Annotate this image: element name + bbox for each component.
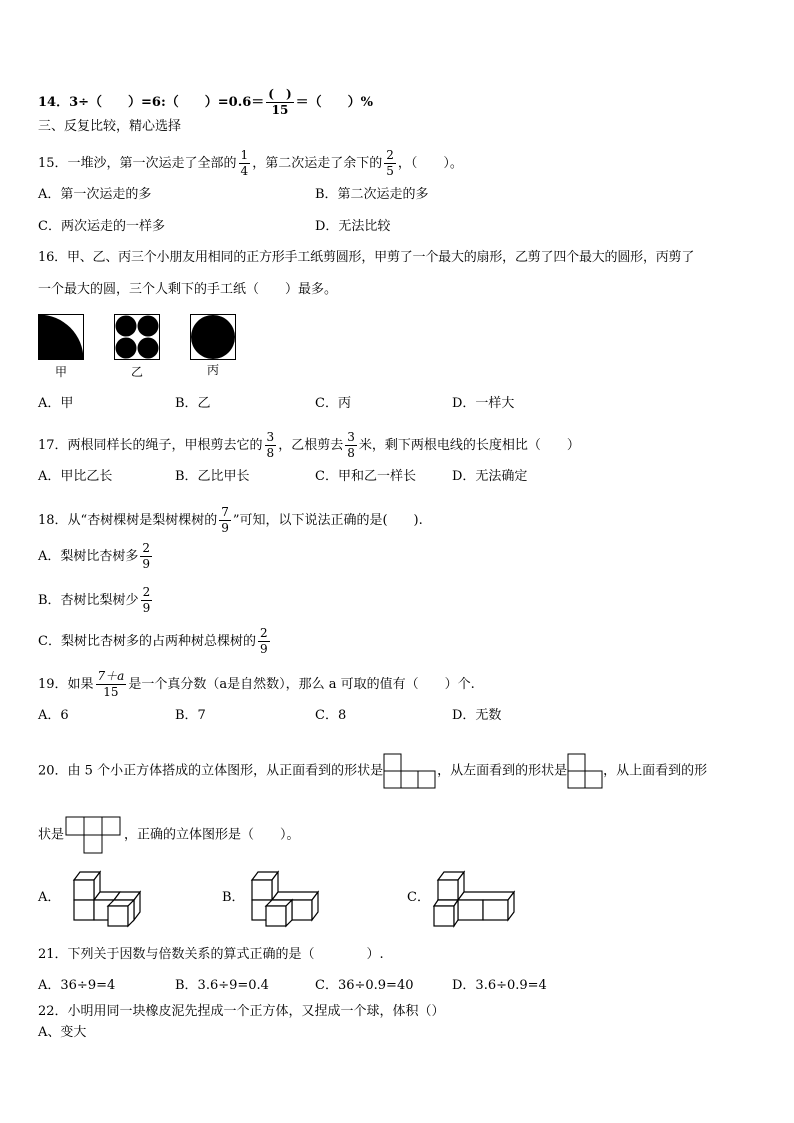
q19-question: 19．如果 $\frac{7+a}{15}$ 是一个真分数（a是自然数），那么 a 可取的值有（ ）个.: [38, 669, 475, 699]
q21-option-d[interactable]: D．3.6÷0.9=4: [452, 978, 547, 993]
q16-option-d[interactable]: D．一样大: [452, 396, 515, 411]
figure-yi-four-circles: [114, 314, 160, 360]
q16-option-b[interactable]: B．乙: [175, 396, 211, 411]
top-view-grid-icon: [64, 816, 124, 854]
q18-option-c[interactable]: C．梨树比杏树多的占两种树总棵树的 $\frac{2}{9}$: [38, 626, 268, 656]
q16-line-1: 16．甲、乙、丙三个小朋友用相同的正方形手工纸剪圆形，甲剪了一个最大的扇形，乙剪了四个最大的圆形，丙剪了: [38, 250, 695, 265]
q15-question: 15．一堆沙，第一次运走了全部的 $\frac{1}{4}$ ，第二次运走了余下的 $\frac{2}{5}$ ，（ ）。: [38, 148, 463, 178]
caption-bing: 丙: [207, 363, 220, 377]
section-title: 三、反复比较，精心选择: [38, 119, 182, 134]
q15-fraction-2: $\frac{2}{5}$: [386, 148, 394, 178]
q19-option-b[interactable]: B．7: [175, 708, 206, 723]
q17-fraction-2: $\frac{3}{8}$: [347, 430, 355, 460]
q18-question: 18．从“杏树棵树是梨树棵树的 $\frac{7}{9}$ ”可知，以下说法正确的是( ).: [38, 505, 423, 535]
q20-line-1: 20．由 5 个小正方体搭成的立体图形，从正面看到的形状是 ，从左面看到的形状是 ，从上面看到的形: [38, 753, 707, 789]
q18-option-b[interactable]: B．杏树比梨树少 $\frac{2}{9}$: [38, 585, 151, 615]
q19-option-a[interactable]: A．6: [38, 708, 69, 723]
q19-fraction: $\frac{7+a}{15}$: [97, 669, 125, 699]
q15-option-b[interactable]: B．第二次运走的多: [315, 187, 429, 202]
q21-option-a[interactable]: A．36÷9=4: [38, 978, 116, 993]
caption-yi: 乙: [131, 365, 144, 379]
caption-jia: 甲: [55, 365, 68, 379]
q14-line: 14．3÷（ ）=6:（ ）=0.6＝ $\frac{( )}{15}$ ＝（ ）%: [38, 87, 373, 117]
cube-figure-c[interactable]: [432, 866, 518, 928]
left-view-grid-icon: [567, 753, 603, 789]
q20-option-a[interactable]: A．: [38, 890, 61, 905]
front-view-grid-icon: [383, 753, 437, 789]
q18-option-a[interactable]: A．梨树比杏树多 $\frac{2}{9}$: [38, 541, 151, 571]
q21-option-c[interactable]: C．36÷0.9=40: [315, 978, 414, 993]
q15-option-d[interactable]: D．无法比较: [315, 219, 391, 234]
q21-question: 21．下列关于因数与倍数关系的算式正确的是（ ）.: [38, 947, 384, 962]
q16-line-2: 一个最大的圆，三个人剩下的手工纸（ ）最多。: [38, 282, 338, 297]
q20-line-2: 状是 ，正确的立体图形是（ ）。: [38, 816, 300, 854]
q15-option-c[interactable]: C．两次运走的一样多: [38, 219, 165, 234]
q18-fraction: $\frac{7}{9}$: [221, 505, 229, 535]
q22-question: 22．小明用同一块橡皮泥先捏成一个正方体，又捏成一个球，体积（）: [38, 1004, 445, 1019]
q22-option-a[interactable]: A、变大: [38, 1025, 87, 1040]
q19-option-c[interactable]: C．8: [315, 708, 347, 723]
q20-option-b[interactable]: B．: [222, 890, 245, 905]
q14-fraction: $\frac{( )}{15}$: [268, 87, 292, 117]
q18-option-c-fraction: $\frac{2}{9}$: [259, 626, 268, 656]
q17-option-c[interactable]: C．甲和乙一样长: [315, 469, 416, 484]
q17-option-a[interactable]: A．甲比乙长: [38, 469, 113, 484]
figure-bing-circle: [190, 314, 236, 360]
q18-option-b-fraction: $\frac{2}{9}$: [142, 585, 151, 615]
q19-option-d[interactable]: D．无数: [452, 708, 502, 723]
q18-option-a-fraction: $\frac{2}{9}$: [142, 541, 151, 571]
q20-option-c[interactable]: C．: [407, 890, 430, 905]
q17-fraction-1: $\frac{3}{8}$: [266, 430, 275, 460]
q17-option-d[interactable]: D．无法确定: [452, 469, 528, 484]
q15-fraction-1: $\frac{1}{4}$: [240, 148, 249, 178]
q16-option-c[interactable]: C．丙: [315, 396, 351, 411]
q16-option-a[interactable]: A．甲: [38, 396, 74, 411]
figure-jia-quarter-circle: [38, 314, 84, 360]
cube-figure-b[interactable]: [246, 866, 326, 928]
q17-question: 17．两根同样长的绳子，甲根剪去它的 $\frac{3}{8}$ ，乙根剪去 $\frac{3}{8}$ 米，剩下两根电线的长度相比（ ）: [38, 430, 580, 460]
cube-figure-a[interactable]: [68, 866, 150, 928]
q17-option-b[interactable]: B．乙比甲长: [175, 469, 250, 484]
q21-option-b[interactable]: B．3.6÷9=0.4: [175, 978, 269, 993]
q15-option-a[interactable]: A．第一次运走的多: [38, 187, 152, 202]
